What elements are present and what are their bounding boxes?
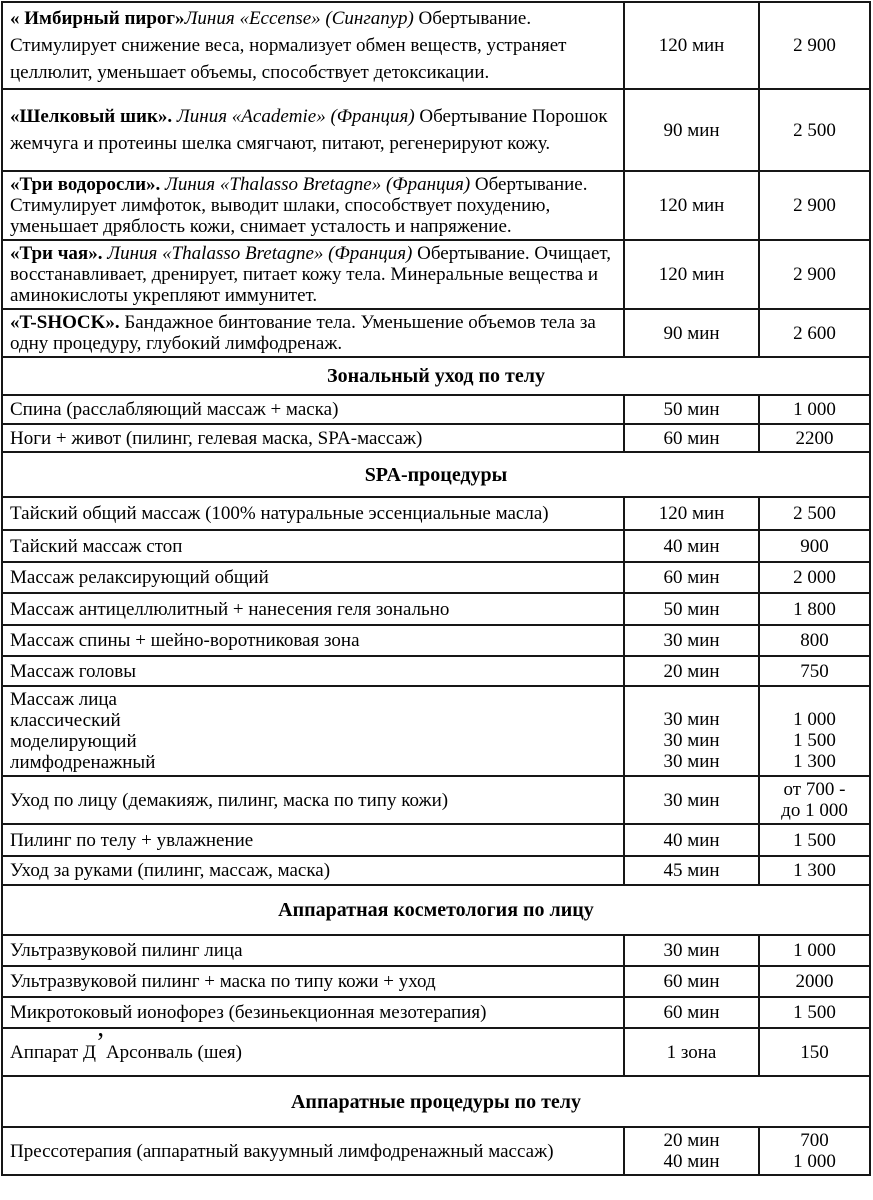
service-row: [3, 170, 869, 239]
service-name-cell: [3, 531, 623, 561]
price-cell: [758, 241, 869, 308]
service-row: [3, 529, 869, 561]
price-value: от 700 -: [783, 779, 846, 800]
service-name-segment: Микротоковый ионофорез (безиньекционная мезотерапия): [10, 1002, 487, 1023]
price-value: 2 900: [793, 35, 836, 56]
price-value: 2 500: [793, 503, 836, 524]
service-name: [10, 630, 360, 651]
service-row: [3, 308, 869, 356]
duration-value: 30 мин: [663, 751, 720, 772]
duration-cell: [623, 626, 758, 655]
service-name-segment: ’: [95, 1026, 106, 1057]
duration-cell: [623, 967, 758, 996]
duration-cell: [623, 594, 758, 624]
service-name: [10, 5, 616, 86]
service-name-cell: [3, 563, 623, 592]
price-value: 1 500: [793, 829, 836, 851]
service-row: [3, 996, 869, 1027]
price-cell: [758, 967, 869, 996]
service-name-cell: [3, 687, 623, 775]
duration-value: 50 мин: [663, 399, 720, 420]
duration-value: 60 мин: [663, 1002, 720, 1023]
service-name: [10, 940, 243, 961]
duration-cell: [623, 396, 758, 423]
duration-cell: [623, 936, 758, 965]
service-name-cell: [3, 425, 623, 451]
service-name: [10, 1026, 242, 1063]
service-row: [3, 496, 869, 529]
price-value: 900: [800, 535, 829, 557]
section-title: Аппаратные процедуры по телу: [290, 1090, 582, 1113]
duration-cell: [623, 563, 758, 592]
service-name-segment: Массаж головы: [10, 660, 137, 682]
duration-value: 1 зона: [666, 1041, 717, 1063]
service-name-segment: «Шелковый шик».: [10, 106, 177, 127]
service-name-segment: Обертывание. Стимулирует лимфоток, выводит шлаки, способствует похудению, уменьшает дряблость кожи, снимает усталость и напряжение.: [10, 174, 588, 237]
price-cell: [758, 172, 869, 239]
duration-cell: [623, 998, 758, 1027]
duration-value: 20 мин: [663, 660, 720, 682]
service-name-cell: [3, 825, 623, 855]
service-name-segment: Тайский общий массаж (100% натуральные эссенциальные масла): [10, 503, 549, 524]
price-value: 1 500: [793, 730, 836, 751]
service-name-segment: Прессотерапия (аппаратный вакуумный лимфодренажный массаж): [10, 1140, 554, 1162]
service-name: [10, 1141, 554, 1162]
service-name-segment: Уход по лицу (демакияж, пилинг, маска по типу кожи): [10, 789, 449, 811]
price-cell: [758, 563, 869, 592]
price-value: 1 800: [793, 598, 836, 620]
price-value: 2 000: [793, 567, 836, 588]
price-cell: [758, 90, 869, 170]
service-name-cell: [3, 857, 623, 884]
price-value: 150: [800, 1041, 829, 1063]
duration-value: 40 мин: [663, 535, 720, 557]
duration-value: 60 мин: [663, 971, 720, 992]
service-row: [3, 592, 869, 624]
price-value: 1 000: [793, 399, 836, 420]
duration-cell: [623, 498, 758, 529]
duration-value: 40 мин: [663, 1151, 720, 1172]
service-name-segment: Ноги + живот (пилинг, гелевая маска, SPA-массаж): [10, 427, 423, 449]
service-name-segment: Массаж антицеллюлитный + нанесения геля зонально: [10, 598, 450, 620]
duration-value: 120 мин: [658, 35, 725, 56]
service-row: [3, 655, 869, 685]
service-name: [10, 971, 436, 992]
service-name-cell: [3, 1128, 623, 1174]
price-cell: [758, 1128, 869, 1174]
price-value: 1 300: [793, 860, 836, 881]
price-cell: [758, 857, 869, 884]
price-value: 2 600: [793, 322, 836, 344]
section-title: Аппаратная косметология по лицу: [278, 899, 594, 921]
duration-cell: [623, 310, 758, 356]
price-cell: [758, 936, 869, 965]
duration-value: 120 мин: [658, 195, 725, 216]
service-name: [10, 243, 616, 306]
price-table: [1, 1, 871, 1176]
service-name-cell: [3, 967, 623, 996]
service-name-segment: Бандажное бинтование тела. Уменьшение объемов тела за одну процедуру, глубокий лимфодренаж.: [10, 312, 596, 354]
duration-value: 90 мин: [663, 119, 720, 141]
duration-value: 30 мин: [663, 709, 720, 730]
service-name-segment: Обертывание. Очищает, восстанавливает, дренирует, питает кожу тела. Минеральные вещества и аминокислоты укрепляют иммунитет.: [10, 243, 612, 306]
duration-value: 20 мин: [663, 1130, 720, 1151]
service-name: [10, 536, 182, 557]
duration-value: 50 мин: [663, 598, 720, 620]
service-name-cell: [3, 936, 623, 965]
price-cell: [758, 687, 869, 775]
service-name-line: лимфодренажный: [10, 752, 156, 773]
service-name: [10, 661, 136, 682]
duration-cell: [623, 90, 758, 170]
duration-value: 60 мин: [663, 567, 720, 588]
price-value: 1 000: [793, 940, 836, 961]
service-name-segment: Массаж релаксирующий общий: [10, 567, 269, 588]
price-value: 750: [800, 660, 829, 682]
service-name-cell: [3, 498, 623, 529]
service-name-cell: [3, 172, 623, 239]
price-cell: [758, 425, 869, 451]
service-name-segment: Тайский массаж стоп: [10, 535, 183, 557]
service-row: [3, 934, 869, 965]
price-cell: [758, 498, 869, 529]
service-name-cell: [3, 90, 623, 170]
price-cell: [758, 310, 869, 356]
service-name-segment: «T-SHOCK».: [10, 312, 125, 333]
service-name-segment: Уход за руками (пилинг, массаж, маска): [10, 860, 331, 881]
service-name-segment: Арсонваль (шея): [105, 1041, 242, 1063]
service-name-segment: Линия «Academie» (Франция): [176, 106, 415, 127]
duration-cell: [623, 3, 758, 88]
service-name-cell: [3, 998, 623, 1027]
price-cell: [758, 3, 869, 88]
service-row: [3, 239, 869, 308]
service-name-cell: [3, 1026, 623, 1075]
service-name: [10, 599, 449, 620]
price-value: 2 900: [793, 195, 836, 216]
duration-cell: [623, 825, 758, 855]
duration-value: 30 мин: [663, 789, 720, 811]
service-name: [10, 428, 422, 449]
service-name-segment: Пилинг по телу + увлажнение: [10, 829, 254, 851]
price-value: 800: [800, 630, 829, 651]
service-row: [3, 3, 869, 88]
duration-cell: [623, 657, 758, 685]
duration-value: 120 мин: [658, 503, 725, 524]
service-name-line: классический: [10, 710, 121, 731]
service-name-cell: [3, 241, 623, 308]
duration-value: 120 мин: [658, 264, 725, 285]
price-cell: [758, 1029, 869, 1075]
service-name: [10, 312, 616, 354]
price-cell: [758, 594, 869, 624]
price-value: 2 500: [793, 119, 836, 141]
section-title: SPA-процедуры: [364, 463, 508, 486]
service-row: [3, 394, 869, 423]
section-header-row: [3, 884, 869, 934]
service-name-line: моделирующий: [10, 731, 137, 752]
price-value: 2200: [795, 427, 834, 449]
price-value: до 1 000: [781, 800, 848, 821]
service-name-segment: Массаж спины + шейно-воротниковая зона: [10, 630, 360, 651]
section-header-row: [3, 1075, 869, 1126]
duration-cell: [623, 777, 758, 823]
duration-value: 90 мин: [663, 322, 720, 344]
service-name-segment: Ультразвуковой пилинг + маска по типу кожи + уход: [10, 971, 436, 992]
service-row: [3, 775, 869, 823]
service-row: [3, 561, 869, 592]
service-name: [10, 860, 330, 881]
service-row: [3, 423, 869, 451]
price-cell: [758, 777, 869, 823]
service-name: [10, 503, 549, 524]
service-name-segment: «Три чая».: [10, 243, 108, 264]
service-name: [10, 399, 338, 420]
service-name: [10, 174, 616, 237]
price-value: 1 000: [793, 709, 836, 730]
service-name: [10, 790, 448, 811]
price-cell: [758, 657, 869, 685]
service-name-segment: Ультразвуковой пилинг лица: [10, 940, 243, 961]
service-name-segment: Линия «Eccense» (Сингапур): [184, 8, 414, 29]
service-name-cell: [3, 777, 623, 823]
service-row: [3, 1126, 869, 1174]
price-value: 1 500: [793, 1002, 836, 1023]
service-name-segment: Обертывание Порошок жемчуга и протеины шелка смягчают, питают, регенерируют кожу.: [10, 106, 608, 154]
service-name-line: Массаж лица: [10, 689, 117, 710]
duration-value: 40 мин: [663, 829, 720, 851]
section-header-row: [3, 451, 869, 496]
duration-value: 45 мин: [663, 860, 720, 881]
duration-value: 60 мин: [663, 427, 720, 449]
service-name-cell: [3, 657, 623, 685]
service-row: [3, 965, 869, 996]
service-row: [3, 855, 869, 884]
service-row: [3, 88, 869, 170]
service-row: [3, 1027, 869, 1075]
duration-value: 30 мин: [663, 940, 720, 961]
service-name: [10, 830, 253, 851]
price-value: 1 300: [793, 751, 836, 772]
price-cell: [758, 531, 869, 561]
service-row: [3, 685, 869, 775]
service-name-segment: «Три водоросли».: [10, 174, 166, 195]
service-name-segment: Линия «Thalasso Bretagne» (Франция): [165, 174, 471, 195]
service-row: [3, 624, 869, 655]
duration-cell: [623, 172, 758, 239]
service-name: [10, 1002, 486, 1023]
section-title: Зональный уход по телу: [327, 365, 545, 387]
service-name-cell: [3, 310, 623, 356]
duration-value: 30 мин: [663, 630, 720, 651]
duration-cell: [623, 1128, 758, 1174]
service-name: [10, 567, 269, 588]
duration-cell: [623, 425, 758, 451]
duration-value: 30 мин: [663, 730, 720, 751]
duration-cell: [623, 687, 758, 775]
price-value: 700: [800, 1130, 829, 1151]
service-name-segment: « Имбирный пирог»: [10, 8, 185, 29]
service-row: [3, 823, 869, 855]
service-name-cell: [3, 3, 623, 88]
service-name-cell: [3, 626, 623, 655]
service-name-segment: Аппарат Д: [10, 1041, 96, 1063]
price-cell: [758, 626, 869, 655]
price-cell: [758, 825, 869, 855]
service-name-segment: Обертывание. Стимулирует снижение веса, нормализует обмен веществ, устраняет целлюлит, уменьшает объемы, способствует детоксикации.: [10, 8, 567, 83]
service-name-segment: Спина (расслабляющий массаж + маска): [10, 399, 339, 420]
service-name-cell: [3, 396, 623, 423]
price-value: 1 000: [793, 1151, 836, 1172]
price-value: 2 900: [793, 264, 836, 285]
duration-cell: [623, 857, 758, 884]
service-name-segment: Линия «Thalasso Bretagne» (Франция): [107, 243, 413, 264]
price-value: 2000: [795, 971, 834, 992]
service-name: [10, 103, 616, 157]
duration-cell: [623, 1029, 758, 1075]
duration-cell: [623, 241, 758, 308]
price-cell: [758, 998, 869, 1027]
service-name-cell: [3, 594, 623, 624]
section-header-row: [3, 356, 869, 394]
price-cell: [758, 396, 869, 423]
duration-cell: [623, 531, 758, 561]
